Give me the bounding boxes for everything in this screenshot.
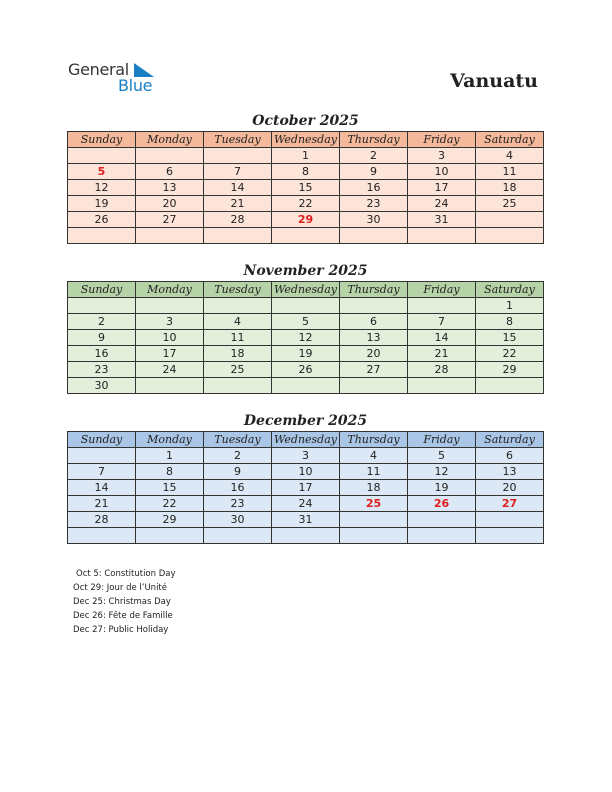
weekday-header: Saturday	[476, 132, 544, 148]
empty-day-cell	[340, 528, 408, 544]
weekday-header: Wednesday	[272, 432, 340, 448]
day-cell: 3	[272, 448, 340, 464]
day-cell: 29	[272, 212, 340, 228]
empty-day-cell	[136, 298, 204, 314]
weekday-header: Wednesday	[272, 282, 340, 298]
month-december	[67, 411, 544, 544]
day-cell: 2	[340, 148, 408, 164]
day-cell: 7	[408, 314, 476, 330]
holiday-note: Oct 29: Jour de l’Unité	[73, 583, 167, 593]
day-cell: 8	[272, 164, 340, 180]
day-cell: 16	[68, 346, 136, 362]
empty-day-cell	[408, 228, 476, 244]
calendar-table	[67, 281, 544, 394]
day-cell: 18	[476, 180, 544, 196]
day-cell: 23	[68, 362, 136, 378]
month-title: October 2025	[252, 113, 359, 129]
day-cell: 21	[68, 496, 136, 512]
day-cell: 15	[476, 330, 544, 346]
weekday-header-row	[68, 132, 544, 148]
empty-day-cell	[136, 378, 204, 394]
empty-day-cell	[272, 298, 340, 314]
week-row	[68, 346, 544, 362]
week-row	[68, 480, 544, 496]
day-cell: 10	[272, 464, 340, 480]
calendar-body	[68, 148, 544, 244]
empty-day-cell	[68, 448, 136, 464]
day-cell: 6	[340, 314, 408, 330]
day-cell: 4	[476, 148, 544, 164]
empty-day-cell	[68, 228, 136, 244]
day-cell: 27	[136, 212, 204, 228]
day-cell: 26	[68, 212, 136, 228]
day-cell: 13	[340, 330, 408, 346]
day-cell: 24	[408, 196, 476, 212]
empty-day-cell	[136, 148, 204, 164]
empty-day-cell	[204, 378, 272, 394]
day-cell: 14	[68, 480, 136, 496]
weekday-header: Tuesday	[204, 432, 272, 448]
holiday-note: Dec 27: Public Holiday	[73, 625, 169, 635]
logo-text-blue: Blue	[118, 76, 153, 95]
weekday-header-row	[68, 282, 544, 298]
day-cell: 9	[340, 164, 408, 180]
empty-day-cell	[476, 512, 544, 528]
empty-day-cell	[340, 378, 408, 394]
day-cell: 23	[204, 496, 272, 512]
month-title: November 2025	[243, 263, 368, 279]
holiday-note: Dec 26: Fête de Famille	[73, 611, 173, 621]
day-cell: 15	[272, 180, 340, 196]
weekday-header: Monday	[136, 132, 204, 148]
day-cell: 31	[408, 212, 476, 228]
day-cell: 13	[136, 180, 204, 196]
day-cell: 11	[476, 164, 544, 180]
empty-day-cell	[68, 528, 136, 544]
day-cell: 30	[340, 212, 408, 228]
day-cell: 14	[408, 330, 476, 346]
day-cell: 16	[340, 180, 408, 196]
empty-day-cell	[136, 228, 204, 244]
weekday-header: Sunday	[68, 132, 136, 148]
empty-day-cell	[340, 298, 408, 314]
empty-day-cell	[204, 148, 272, 164]
week-row	[68, 212, 544, 228]
day-cell: 4	[340, 448, 408, 464]
day-cell: 12	[68, 180, 136, 196]
empty-day-cell	[272, 378, 340, 394]
day-cell: 7	[68, 464, 136, 480]
week-row	[68, 164, 544, 180]
weekday-header: Friday	[408, 132, 476, 148]
week-row	[68, 298, 544, 314]
day-cell: 10	[408, 164, 476, 180]
day-cell: 11	[204, 330, 272, 346]
day-cell: 19	[272, 346, 340, 362]
day-cell: 8	[476, 314, 544, 330]
day-cell: 13	[476, 464, 544, 480]
day-cell: 14	[204, 180, 272, 196]
day-cell: 6	[476, 448, 544, 464]
month-october	[67, 111, 544, 244]
day-cell: 17	[272, 480, 340, 496]
day-cell: 24	[136, 362, 204, 378]
day-cell: 28	[204, 212, 272, 228]
month-title: December 2025	[243, 413, 368, 429]
week-row	[68, 330, 544, 346]
day-cell: 29	[476, 362, 544, 378]
week-row	[68, 512, 544, 528]
day-cell: 20	[340, 346, 408, 362]
day-cell: 5	[68, 164, 136, 180]
generalblue-logo	[68, 60, 168, 96]
day-cell: 6	[136, 164, 204, 180]
day-cell: 2	[68, 314, 136, 330]
day-cell: 27	[340, 362, 408, 378]
day-cell: 5	[408, 448, 476, 464]
day-cell: 25	[204, 362, 272, 378]
empty-day-cell	[68, 298, 136, 314]
day-cell: 9	[204, 464, 272, 480]
day-cell: 21	[204, 196, 272, 212]
empty-day-cell	[476, 378, 544, 394]
logo-triangle-icon	[134, 63, 154, 77]
day-cell: 22	[272, 196, 340, 212]
day-cell: 4	[204, 314, 272, 330]
weekday-header: Thursday	[340, 432, 408, 448]
day-cell: 26	[408, 496, 476, 512]
weekday-header: Friday	[408, 432, 476, 448]
day-cell: 18	[340, 480, 408, 496]
country-title: Vanuatu	[450, 70, 538, 92]
empty-day-cell	[136, 528, 204, 544]
weekday-header: Wednesday	[272, 132, 340, 148]
holiday-note: Oct 5: Constitution Day	[76, 569, 176, 579]
day-cell: 15	[136, 480, 204, 496]
day-cell: 26	[272, 362, 340, 378]
empty-day-cell	[408, 528, 476, 544]
empty-day-cell	[204, 528, 272, 544]
day-cell: 7	[204, 164, 272, 180]
week-row	[68, 464, 544, 480]
day-cell: 10	[136, 330, 204, 346]
day-cell: 19	[68, 196, 136, 212]
day-cell: 22	[136, 496, 204, 512]
day-cell: 28	[408, 362, 476, 378]
week-row	[68, 362, 544, 378]
day-cell: 30	[68, 378, 136, 394]
weekday-header: Saturday	[476, 432, 544, 448]
empty-day-cell	[204, 298, 272, 314]
day-cell: 25	[476, 196, 544, 212]
week-row	[68, 378, 544, 394]
weekday-header: Thursday	[340, 282, 408, 298]
week-row	[68, 314, 544, 330]
empty-day-cell	[476, 228, 544, 244]
day-cell: 17	[136, 346, 204, 362]
empty-day-cell	[204, 228, 272, 244]
day-cell: 22	[476, 346, 544, 362]
day-cell: 18	[204, 346, 272, 362]
empty-day-cell	[68, 148, 136, 164]
day-cell: 27	[476, 496, 544, 512]
empty-day-cell	[340, 512, 408, 528]
day-cell: 21	[408, 346, 476, 362]
day-cell: 17	[408, 180, 476, 196]
day-cell: 9	[68, 330, 136, 346]
logo-text-general: General	[68, 60, 129, 79]
empty-day-cell	[272, 228, 340, 244]
weekday-header: Sunday	[68, 282, 136, 298]
day-cell: 1	[476, 298, 544, 314]
day-cell: 30	[204, 512, 272, 528]
day-cell: 29	[136, 512, 204, 528]
weekday-header: Sunday	[68, 432, 136, 448]
week-row	[68, 148, 544, 164]
day-cell: 24	[272, 496, 340, 512]
calendar-body	[68, 448, 544, 544]
day-cell: 25	[340, 496, 408, 512]
weekday-header-row	[68, 432, 544, 448]
month-november	[67, 261, 544, 394]
day-cell: 20	[136, 196, 204, 212]
week-row	[68, 228, 544, 244]
empty-day-cell	[408, 298, 476, 314]
calendar-table	[67, 431, 544, 544]
day-cell: 19	[408, 480, 476, 496]
day-cell: 3	[408, 148, 476, 164]
week-row	[68, 496, 544, 512]
empty-day-cell	[340, 228, 408, 244]
day-cell: 5	[272, 314, 340, 330]
holiday-note: Dec 25: Christmas Day	[73, 597, 171, 607]
weekday-header: Monday	[136, 282, 204, 298]
day-cell: 23	[340, 196, 408, 212]
day-cell: 12	[272, 330, 340, 346]
holiday-notes	[73, 567, 176, 637]
day-cell: 8	[136, 464, 204, 480]
weekday-header: Friday	[408, 282, 476, 298]
day-cell: 16	[204, 480, 272, 496]
weekday-header: Monday	[136, 432, 204, 448]
week-row	[68, 196, 544, 212]
day-cell: 31	[272, 512, 340, 528]
day-cell: 11	[340, 464, 408, 480]
week-row	[68, 528, 544, 544]
empty-day-cell	[476, 528, 544, 544]
week-row	[68, 180, 544, 196]
calendar-table	[67, 131, 544, 244]
day-cell: 20	[476, 480, 544, 496]
day-cell: 1	[272, 148, 340, 164]
day-cell: 2	[204, 448, 272, 464]
week-row	[68, 448, 544, 464]
weekday-header: Tuesday	[204, 132, 272, 148]
calendar-body	[68, 298, 544, 394]
weekday-header: Thursday	[340, 132, 408, 148]
empty-day-cell	[408, 378, 476, 394]
day-cell: 3	[136, 314, 204, 330]
weekday-header: Tuesday	[204, 282, 272, 298]
day-cell: 12	[408, 464, 476, 480]
day-cell: 1	[136, 448, 204, 464]
weekday-header: Saturday	[476, 282, 544, 298]
empty-day-cell	[476, 212, 544, 228]
empty-day-cell	[408, 512, 476, 528]
day-cell: 28	[68, 512, 136, 528]
empty-day-cell	[272, 528, 340, 544]
